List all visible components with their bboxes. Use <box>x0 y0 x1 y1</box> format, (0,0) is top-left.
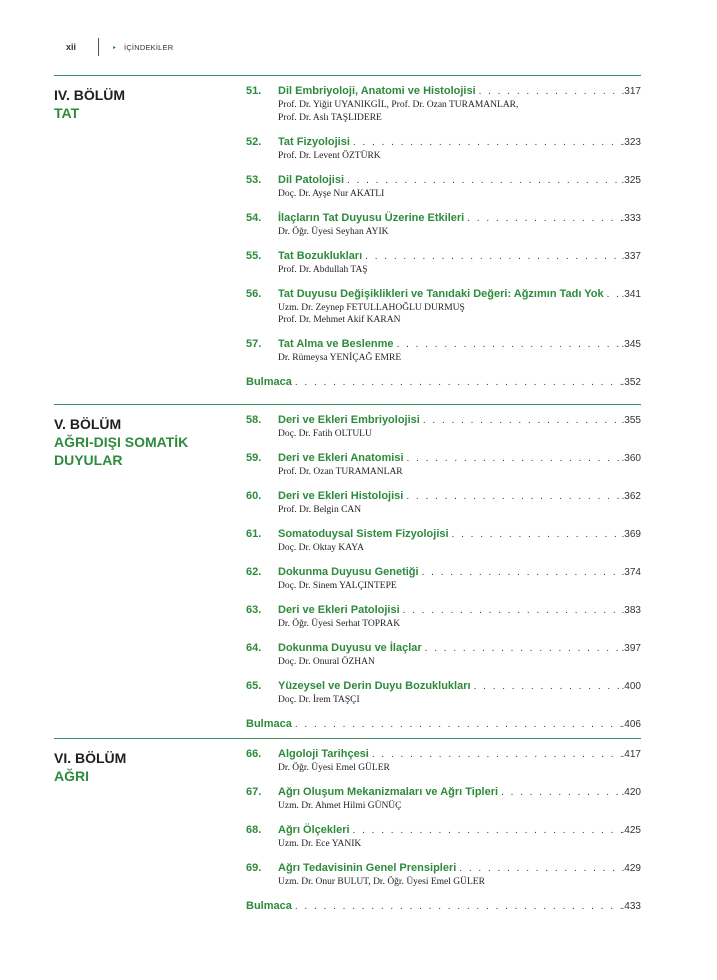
triangle-right-icon: ▸ <box>113 44 117 51</box>
chapter-authors <box>246 542 641 555</box>
chapter-number: 63. <box>246 604 262 616</box>
puzzle-entry[interactable] <box>246 899 641 914</box>
author-line: Prof. Dr. Belgin CAN <box>278 505 362 515</box>
chapter-number: 52. <box>246 135 262 148</box>
chapter-title[interactable]: Dokunma Duyusu Genetiği <box>278 566 419 578</box>
page-reference: .425 <box>621 825 641 836</box>
running-head: İÇİNDEKİLER <box>124 42 174 52</box>
part-title: TAT <box>54 105 80 121</box>
chapter-list <box>246 413 641 743</box>
chapter-authors <box>246 838 641 851</box>
chapter-number: 51. <box>246 85 262 97</box>
page-reference: .429 <box>621 863 641 874</box>
chapter-title[interactable]: Ağrı Tedavisinin Genel Prensipleri <box>278 862 457 874</box>
chapter-entry[interactable] <box>246 565 641 593</box>
page-reference: .369 <box>621 529 641 540</box>
chapter-authors <box>246 580 641 593</box>
chapter-entry[interactable] <box>246 287 641 327</box>
chapter-title[interactable]: Tat Duyusu Değişiklikleri ve Tanıdaki Değeri: Ağzımın Tadı Yok <box>278 287 604 300</box>
author-line: Uzm. Dr. Onur BULUT, Dr. Öğr. Üyesi Emel GÜLER <box>278 877 485 887</box>
dot-leader <box>456 862 621 876</box>
dot-leader <box>292 718 622 732</box>
part-title: AĞRI-DIŞI SOMATİK DUYULAR <box>54 434 189 468</box>
chapter-title[interactable]: Deri ve Ekleri Embriyolojisi <box>278 414 420 426</box>
part-heading <box>54 415 188 469</box>
page-number: xii <box>66 42 77 52</box>
dot-leader <box>498 786 621 800</box>
chapter-title[interactable]: Dil Patolojisi <box>278 173 345 186</box>
page-reference: .360 <box>621 453 641 464</box>
author-line: Dr. Öğr. Üyesi Seyhan AYIK <box>278 226 389 237</box>
dot-leader <box>350 136 622 150</box>
chapter-authors <box>246 352 641 365</box>
chapter-entry[interactable] <box>246 747 641 775</box>
author-line: Dr. Öğr. Üyesi Serhat TOPRAK <box>278 619 401 629</box>
part-heading <box>54 749 126 785</box>
chapter-list <box>246 747 641 925</box>
chapter-title[interactable]: Dokunma Duyusu ve İlaçlar <box>278 642 422 654</box>
chapter-number: 53. <box>246 173 262 186</box>
puzzle-title[interactable]: Bulmaca <box>246 376 292 388</box>
header-divider <box>98 38 99 56</box>
page-reference: .325 <box>621 174 641 186</box>
chapter-authors <box>246 876 641 889</box>
chapter-authors <box>246 504 641 517</box>
author-line: Dr. Rümeysa YENİÇAĞ EMRE <box>278 353 402 363</box>
chapter-number: 66. <box>246 748 262 760</box>
chapter-title[interactable]: Deri ve Ekleri Histolojisi <box>278 490 404 502</box>
chapter-authors <box>246 226 641 239</box>
chapter-list <box>246 84 641 401</box>
chapter-authors <box>246 762 641 775</box>
dot-leader <box>292 376 622 390</box>
dot-leader <box>394 338 622 352</box>
chapter-title[interactable]: Ağrı Oluşum Mekanizmaları ve Ağrı Tipleri <box>278 786 499 798</box>
dot-leader <box>419 566 622 580</box>
author-line: Prof. Dr. Yiğit UYANIKGİL, Prof. Dr. Ozan TURAMANLAR, <box>278 100 519 110</box>
page-reference: .362 <box>621 491 641 502</box>
page-reference: .374 <box>621 567 641 578</box>
puzzle-title[interactable]: Bulmaca <box>246 718 292 730</box>
page-header <box>66 38 173 56</box>
chapter-entry[interactable] <box>246 337 641 365</box>
chapter-title[interactable]: Deri ve Ekleri Anatomisi <box>278 452 404 464</box>
chapter-number: 59. <box>246 452 262 464</box>
page-reference: .383 <box>621 605 641 616</box>
dot-leader <box>471 680 622 694</box>
chapter-authors <box>246 466 641 479</box>
chapter-entry[interactable] <box>246 603 641 631</box>
chapter-entry[interactable] <box>246 489 641 517</box>
chapter-entry[interactable] <box>246 451 641 479</box>
part-title: AĞRI <box>54 768 89 784</box>
chapter-number: 69. <box>246 862 262 874</box>
chapter-authors <box>246 99 641 124</box>
dot-leader <box>422 642 622 656</box>
chapter-title[interactable]: Ağrı Ölçekleri <box>278 824 350 836</box>
chapter-number: 61. <box>246 528 262 540</box>
dot-leader <box>350 824 622 838</box>
chapter-entry[interactable] <box>246 861 641 889</box>
page-reference: .317 <box>621 86 641 97</box>
puzzle-entry[interactable] <box>246 375 641 390</box>
page-reference: .406 <box>621 719 641 730</box>
author-line: Doç. Dr. Oktay KAYA <box>278 543 364 553</box>
toc-section <box>54 738 641 919</box>
part-label: IV. BÖLÜM <box>54 87 126 103</box>
dot-leader <box>369 748 622 762</box>
chapter-title[interactable]: Tat Alma ve Beslenme <box>278 338 394 350</box>
chapter-title[interactable]: Yüzeysel ve Derin Duyu Bozuklukları <box>278 680 471 692</box>
dot-leader <box>420 414 622 428</box>
dot-leader <box>344 174 622 188</box>
dot-leader <box>403 490 621 504</box>
puzzle-title[interactable]: Bulmaca <box>246 900 292 912</box>
chapter-entry[interactable] <box>246 527 641 555</box>
dot-leader <box>404 452 622 466</box>
author-line: Uzm. Dr. Ece YANIK <box>278 839 362 849</box>
author-line: Prof. Dr. Levent ÖZTÜRK <box>278 150 381 161</box>
chapter-authors <box>246 150 641 163</box>
part-heading <box>54 86 125 122</box>
chapter-authors <box>246 428 641 441</box>
author-line: Doç. Dr. Onural ÖZHAN <box>278 657 375 667</box>
dot-leader <box>449 528 622 542</box>
dot-leader <box>362 250 621 264</box>
toc-section <box>54 75 641 396</box>
chapter-authors <box>246 618 641 631</box>
chapter-number: 60. <box>246 490 262 502</box>
page-reference: .355 <box>621 415 641 426</box>
page-reference: .400 <box>621 681 641 692</box>
dot-leader <box>476 85 622 99</box>
part-label: V. BÖLÜM <box>54 416 122 432</box>
dot-leader <box>464 212 621 226</box>
author-line: Dr. Öğr. Üyesi Emel GÜLER <box>278 763 390 773</box>
chapter-entry[interactable] <box>246 84 641 124</box>
author-line: Doç. Dr. Ayşe Nur AKATLI <box>278 188 385 199</box>
chapter-authors <box>246 302 641 327</box>
page-reference: .433 <box>621 901 641 912</box>
chapter-entry[interactable] <box>246 785 641 813</box>
chapter-title[interactable]: İlaçların Tat Duyusu Üzerine Etkileri <box>278 211 465 224</box>
chapter-number: 55. <box>246 249 262 262</box>
chapter-title[interactable]: Deri ve Ekleri Patolojisi <box>278 604 400 616</box>
chapter-entry[interactable] <box>246 135 641 163</box>
chapter-number: 64. <box>246 642 262 654</box>
author-line: Prof. Dr. Mehmet Akif KARAN <box>278 315 401 325</box>
chapter-authors <box>246 656 641 669</box>
chapter-title[interactable]: Tat Fizyolojisi <box>278 135 350 148</box>
chapter-title[interactable]: Algoloji Tarihçesi <box>278 748 369 760</box>
author-line: Uzm. Dr. Zeynep FETULLAHOĞLU DURMUŞ <box>278 302 465 313</box>
chapter-title[interactable]: Tat Bozuklukları <box>278 249 363 262</box>
page-reference: .420 <box>621 787 641 798</box>
chapter-entry[interactable] <box>246 413 641 441</box>
chapter-authors <box>246 800 641 813</box>
chapter-number: 62. <box>246 566 262 578</box>
chapter-number: 58. <box>246 414 262 426</box>
page-reference: .341 <box>621 288 641 300</box>
chapter-title[interactable]: Dil Embriyoloji, Anatomi ve Histolojisi <box>278 85 476 97</box>
page-reference: .323 <box>621 136 641 148</box>
page-reference: .345 <box>621 339 641 350</box>
chapter-title[interactable]: Somatoduysal Sistem Fizyolojisi <box>278 528 449 540</box>
author-line: Prof. Dr. Ozan TURAMANLAR <box>278 467 403 477</box>
page-reference: .417 <box>621 749 641 760</box>
author-line: Prof. Dr. Abdullah TAŞ <box>278 264 368 275</box>
chapter-authors <box>246 694 641 707</box>
chapter-entry[interactable] <box>246 641 641 669</box>
chapter-number: 54. <box>246 211 262 224</box>
chapter-number: 68. <box>246 824 262 836</box>
toc-section <box>54 404 641 729</box>
author-line: Uzm. Dr. Ahmet Hilmi GÜNÜÇ <box>278 801 402 811</box>
chapter-authors <box>246 264 641 277</box>
chapter-number: 57. <box>246 338 262 350</box>
page-reference: .397 <box>621 643 641 654</box>
chapter-entry[interactable] <box>246 211 641 239</box>
page-reference: .333 <box>621 212 641 224</box>
author-line: Doç. Dr. Sinem YALÇINTEPE <box>278 581 397 591</box>
puzzle-entry[interactable] <box>246 717 641 732</box>
chapter-number: 65. <box>246 680 262 692</box>
chapter-entry[interactable] <box>246 823 641 851</box>
chapter-entry[interactable] <box>246 679 641 707</box>
dot-leader <box>292 900 622 914</box>
chapter-number: 67. <box>246 786 262 798</box>
author-line: Prof. Dr. Aslı TAŞLIDERE <box>278 112 382 123</box>
author-line: Doç. Dr. İrem TAŞÇI <box>278 695 360 705</box>
chapter-authors <box>246 188 641 201</box>
chapter-entry[interactable] <box>246 173 641 201</box>
part-label: VI. BÖLÜM <box>54 750 127 766</box>
chapter-entry[interactable] <box>246 249 641 277</box>
author-line: Doç. Dr. Fatih OLTULU <box>278 429 372 439</box>
dot-leader <box>604 288 622 302</box>
dot-leader <box>400 604 622 618</box>
chapter-number: 56. <box>246 287 262 300</box>
page-reference: .337 <box>621 250 641 262</box>
page-reference: .352 <box>621 377 641 388</box>
